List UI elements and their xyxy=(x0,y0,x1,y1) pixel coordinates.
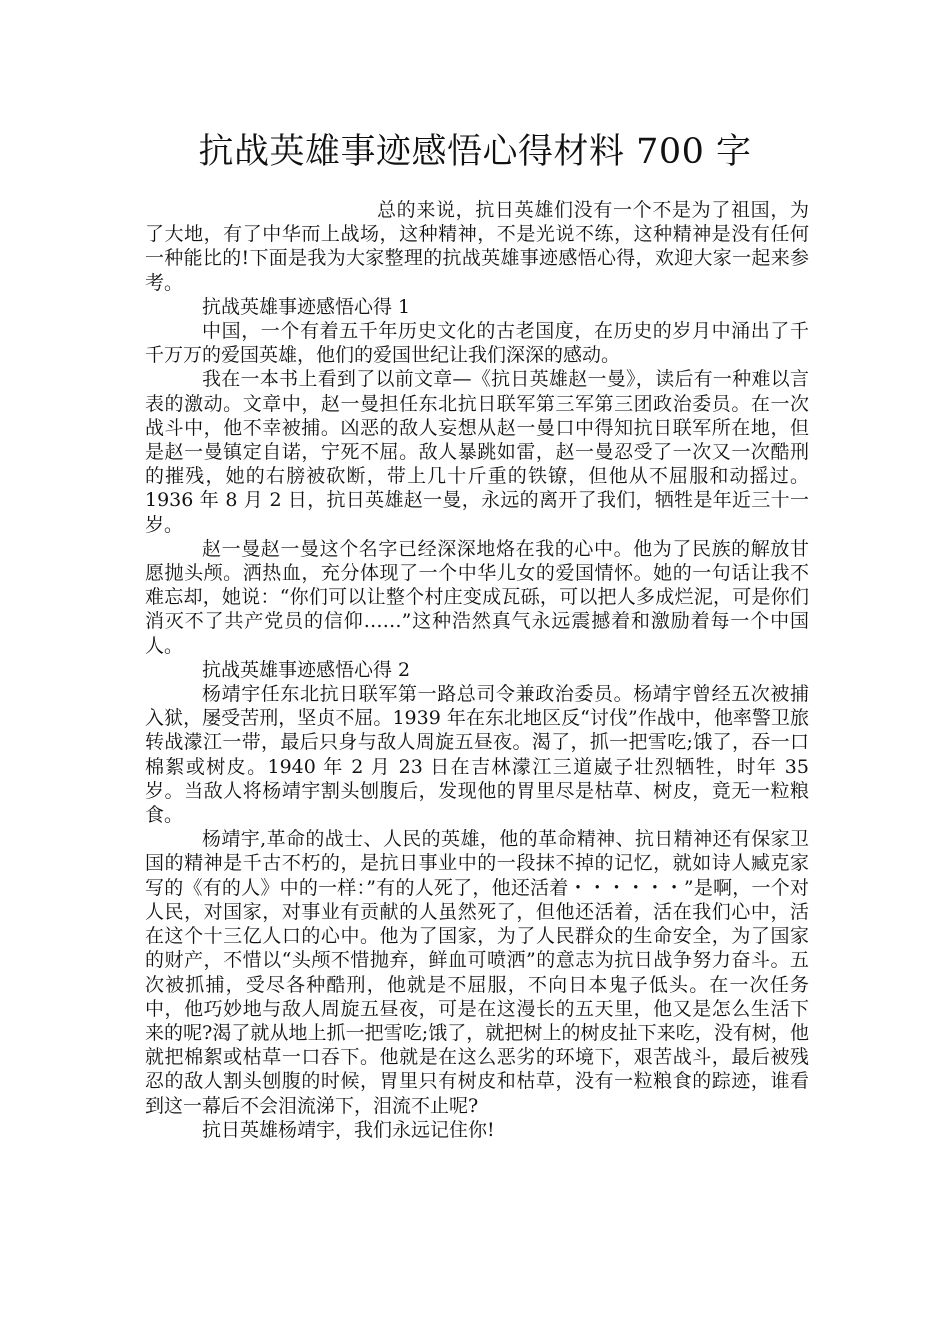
section-heading-1: 抗战英雄事迹感悟心得 1 xyxy=(202,295,411,318)
document-title: 抗战英雄事迹感悟心得材料 700 字 xyxy=(198,132,752,172)
body-paragraph: 杨靖宇,革命的战士、人民的英雄，他的革命精神、抗日精神还有保家卫国的精神是千古不朽的，是抗日事业中的一段抹不掉的记忆，就如诗人臧克家写的《有的人》中的一样：”有的人死了，他还活着・・・・・・”是啊，一个对人民，对国家，对事业有贡献的人虽然死了，但他还活着，活在我们心中，活在这个十三亿人口的心中。他为了国家，为了人民群众的生命安全，为了国家的财产，不惜以“头颅不惜抛弃，鲜血可喷洒”的意志为抗日战争努力奋斗。五次被抓捕，受尽各种酷刑，他就是不屈服，不向日本鬼子低头。在一次任务中，他巧妙地与敌人周旋五昼夜，可是在这漫长的五天里，他又是怎么生活下来的呢?渴了就从地上抓一把雪吃;饿了，就把树上的树皮扯下来吃，没有树，他就把棉絮或枯草一口吞下。他就是在这么恶劣的环境下，艰苦战斗，最后被残忍的敌人割头刨腹的时候，胃里只有树皮和枯草，没有一粒粮食的踪迹，谁看到这一幕后不会泪流涕下，泪流不止呢? xyxy=(145,828,809,1117)
body-paragraph: 赵一曼赵一曼这个名字已经深深地烙在我的心中。他为了民族的解放甘愿抛头颅。洒热血，充分体现了一个中华儿女的爱国情怀。她的一句话让我不难忘却，她说：“你们可以让整个村庄变成瓦砾，可以把人多成烂泥，可是你们消灭不了共产党员的信仰……”这种浩然真气永远震撼着和激励着每一个中国人。 xyxy=(145,537,809,657)
closing-paragraph: 抗日英雄杨靖宇，我们永远记住你! xyxy=(202,1118,495,1141)
section-heading-2: 抗战英雄事迹感悟心得 2 xyxy=(202,658,411,681)
body-paragraph: 我在一本书上看到了以前文章—《抗日英雄赵一曼》，读后有一种难以言表的激动。文章中，赵一曼担任东北抗日联军第三军第三团政治委员。在一次战斗中，他不幸被捕。凶恶的敌人妄想从赵一曼口中得知抗日联军所在地，但是赵一曼镇定自诺，宁死不屈。敌人暴跳如雷，赵一曼忍受了一次又一次酷刑的摧残，她的右膀被砍断，带上几十斤重的铁镣，但他从不屈服和动摇过。1936 年 8 月 2 日，抗日英雄赵一曼，永远的离开了我们，牺牲是年近三十一岁。 xyxy=(145,368,809,536)
body-paragraph: 杨靖宇任东北抗日联军第一路总司令兼政治委员。杨靖宇曾经五次被捕入狱，屡受苦刑，坚贞不屈。1939 年在东北地区反“讨伐”作战中，他率警卫旅转战濛江一带，最后只身与敌人周旋五昼夜。渴了，抓一把雪吃;饿了，吞一口棉絮或树皮。1940 年 2 月 23 日在吉林濛江三道崴子壮烈牺牲，时年 35 岁。当敌人将杨靖宇割头刨腹后，发现他的胃里尽是枯草、树皮，竟无一粒粮食。 xyxy=(145,683,809,827)
document-body xyxy=(145,198,809,1142)
intro-paragraph: 总的来说，抗日英雄们没有一个不是为了祖国，为了大地，有了中华而上战场，这种精神，不是光说不练，这种精神是没有任何一种能比的!下面是我为大家整理的抗战英雄事迹感悟心得，欢迎大家一起来参考。 xyxy=(145,199,809,294)
body-paragraph: 中国，一个有着五千年历史文化的古老国度，在历史的岁月中涌出了千千万万的爱国英雄，他们的爱国世纪让我们深深的感动。 xyxy=(145,320,809,367)
